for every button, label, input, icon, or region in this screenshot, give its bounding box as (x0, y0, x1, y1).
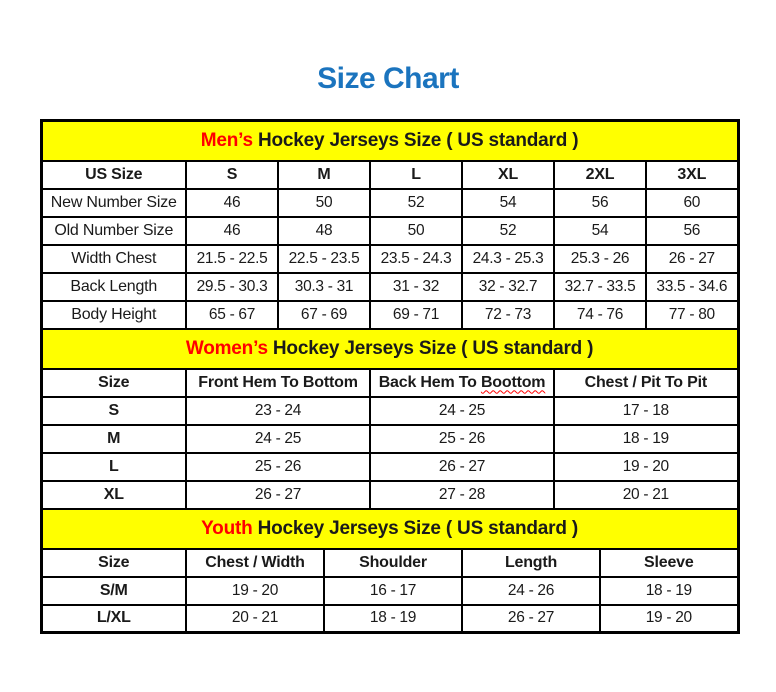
womens-value-cell: 24 - 25 (186, 425, 370, 453)
mens-value-cell: 24.3 - 25.3 (462, 245, 554, 273)
mens-banner-highlight: Men’s (200, 129, 253, 151)
womens-row-2 (41, 453, 738, 481)
mens-value-cell: 52 (462, 217, 554, 245)
youth-banner-text: Hockey Jerseys Size ( US standard ) (252, 517, 578, 539)
womens-value-cell: 27 - 28 (370, 481, 554, 509)
mens-value-cell: 31 - 32 (370, 273, 462, 301)
mens-value-cell: 22.5 - 23.5 (278, 245, 370, 273)
mens-value-cell: 69 - 71 (370, 301, 462, 329)
mens-column-header-3: L (370, 161, 462, 189)
mens-row-label: Width Chest (41, 245, 186, 273)
womens-row-label: S (41, 397, 186, 425)
womens-banner-highlight: Women’s (185, 337, 268, 359)
womens-column-header-2 (370, 369, 554, 397)
mens-banner-row (41, 121, 738, 161)
mens-row-0 (41, 189, 738, 217)
youth-column-header-3: Length (462, 549, 600, 577)
mens-value-cell: 32 - 32.7 (462, 273, 554, 301)
mens-row-label: New Number Size (41, 189, 186, 217)
page-title: Size Chart (317, 62, 459, 95)
mens-value-cell: 74 - 76 (554, 301, 646, 329)
youth-value-cell: 19 - 20 (600, 605, 738, 633)
mens-row-label: Back Length (41, 273, 186, 301)
mens-value-cell: 25.3 - 26 (554, 245, 646, 273)
womens-column-header-0: Size (41, 369, 186, 397)
womens-section-banner (41, 329, 738, 369)
mens-row-3 (41, 273, 738, 301)
mens-column-header-6: 3XL (646, 161, 738, 189)
mens-value-cell: 65 - 67 (186, 301, 278, 329)
mens-value-cell: 56 (646, 217, 738, 245)
mens-value-cell: 54 (554, 217, 646, 245)
mens-value-cell: 54 (462, 189, 554, 217)
mens-value-cell: 46 (186, 189, 278, 217)
mens-column-header-2: M (278, 161, 370, 189)
youth-value-cell: 20 - 21 (186, 605, 324, 633)
youth-value-cell: 26 - 27 (462, 605, 600, 633)
womens-row-3 (41, 481, 738, 509)
youth-value-cell: 19 - 20 (186, 577, 324, 605)
youth-column-header-2: Shoulder (324, 549, 462, 577)
youth-row-label: L/XL (41, 605, 186, 633)
youth-column-header-4: Sleeve (600, 549, 738, 577)
mens-value-cell: 48 (278, 217, 370, 245)
mens-value-cell: 50 (370, 217, 462, 245)
womens-value-cell: 25 - 26 (186, 453, 370, 481)
womens-row-0 (41, 397, 738, 425)
mens-value-cell: 21.5 - 22.5 (186, 245, 278, 273)
youth-section-banner (41, 509, 738, 549)
womens-column-header-1: Front Hem To Bottom (186, 369, 370, 397)
mens-section-banner (41, 121, 738, 161)
mens-value-cell: 23.5 - 24.3 (370, 245, 462, 273)
youth-banner-highlight: Youth (201, 517, 253, 539)
mens-value-cell: 52 (370, 189, 462, 217)
mens-row-label: Body Height (41, 301, 186, 329)
mens-banner-text: Hockey Jerseys Size ( US standard ) (252, 129, 579, 151)
womens-value-cell: 18 - 19 (554, 425, 738, 453)
youth-row-label: S/M (41, 577, 186, 605)
youth-value-cell: 18 - 19 (324, 605, 462, 633)
youth-column-header-1: Chest / Width (186, 549, 324, 577)
youth-value-cell: 24 - 26 (462, 577, 600, 605)
misspelled-word: Boottom (480, 373, 546, 391)
mens-value-cell: 56 (554, 189, 646, 217)
womens-row-label: L (41, 453, 186, 481)
mens-row-4 (41, 301, 738, 329)
mens-value-cell: 33.5 - 34.6 (646, 273, 738, 301)
youth-column-header-0: Size (41, 549, 186, 577)
womens-row-1 (41, 425, 738, 453)
womens-value-cell: 17 - 18 (554, 397, 738, 425)
mens-value-cell: 29.5 - 30.3 (186, 273, 278, 301)
mens-value-cell: 46 (186, 217, 278, 245)
mens-row-label: Old Number Size (41, 217, 186, 245)
mens-value-cell: 77 - 80 (646, 301, 738, 329)
youth-banner-row (41, 509, 738, 549)
mens-header-row (41, 161, 738, 189)
youth-header-row (41, 549, 738, 577)
womens-row-label: M (41, 425, 186, 453)
mens-value-cell: 60 (646, 189, 738, 217)
womens-value-cell: 23 - 24 (186, 397, 370, 425)
size-chart-table (40, 119, 740, 634)
mens-column-header-4: XL (462, 161, 554, 189)
womens-row-label: XL (41, 481, 186, 509)
mens-column-header-1: S (186, 161, 278, 189)
womens-value-cell: 20 - 21 (554, 481, 738, 509)
mens-value-cell: 32.7 - 33.5 (554, 273, 646, 301)
mens-value-cell: 26 - 27 (646, 245, 738, 273)
size-chart-body (41, 121, 738, 633)
womens-banner-text: Hockey Jerseys Size ( US standard ) (267, 337, 594, 359)
womens-value-cell: 26 - 27 (186, 481, 370, 509)
mens-column-header-5: 2XL (554, 161, 646, 189)
womens-value-cell: 25 - 26 (370, 425, 554, 453)
womens-column-header-3: Chest / Pit To Pit (554, 369, 738, 397)
mens-column-header-0: US Size (41, 161, 186, 189)
mens-value-cell: 30.3 - 31 (278, 273, 370, 301)
womens-value-cell: 19 - 20 (554, 453, 738, 481)
womens-value-cell: 26 - 27 (370, 453, 554, 481)
mens-row-2 (41, 245, 738, 273)
size-chart-sheet (40, 119, 737, 634)
womens-header-row (41, 369, 738, 397)
womens-value-cell: 24 - 25 (370, 397, 554, 425)
mens-value-cell: 72 - 73 (462, 301, 554, 329)
youth-value-cell: 18 - 19 (600, 577, 738, 605)
mens-value-cell: 50 (278, 189, 370, 217)
mens-value-cell: 67 - 69 (278, 301, 370, 329)
womens-banner-row (41, 329, 738, 369)
mens-row-1 (41, 217, 738, 245)
youth-row-1 (41, 605, 738, 633)
youth-row-0 (41, 577, 738, 605)
womens-header-text: Back Hem To (378, 373, 481, 391)
youth-value-cell: 16 - 17 (324, 577, 462, 605)
